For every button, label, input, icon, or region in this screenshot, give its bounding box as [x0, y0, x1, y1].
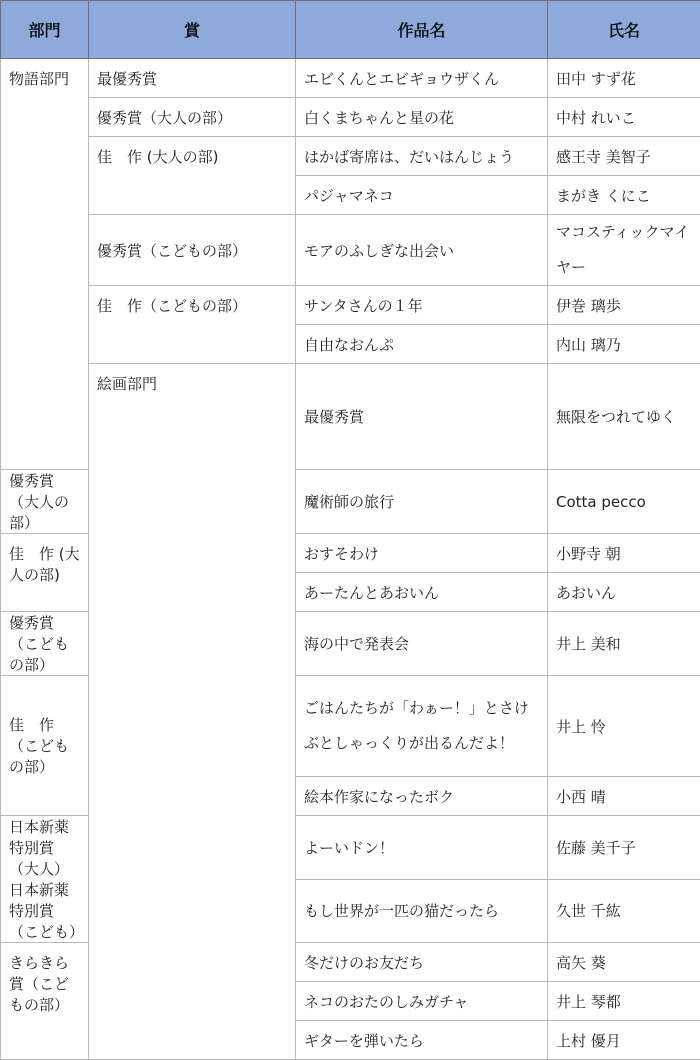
table-row — [1, 215, 700, 286]
title-cell: 自由なおんぷ — [296, 325, 548, 364]
award-cell: 優秀賞（こどもの部） — [1, 612, 89, 676]
name-cell: 伊巻 璃歩 — [548, 286, 700, 325]
title-cell: ネコのおたのしみガチャ — [296, 982, 548, 1021]
name-cell: 田中 すず花 — [548, 59, 700, 98]
title-cell: エビくんとエビギョウザくん — [296, 59, 548, 98]
award-cell: 日本新薬特別賞（大人） — [1, 816, 89, 880]
title-cell: 冬だけのお友だち — [296, 943, 548, 982]
name-cell: 内山 璃乃 — [548, 325, 700, 364]
name-cell: 高矢 葵 — [548, 943, 700, 982]
name-cell: 井上 美和 — [548, 612, 700, 676]
title-cell: もし世界が一匹の猫だったら — [296, 879, 548, 943]
title-cell: 絵本作家になったボク — [296, 777, 548, 816]
name-cell: 久世 千紘 — [548, 879, 700, 943]
title-cell: はかば寄席は、だいはんじょう — [296, 137, 548, 176]
table-row — [1, 137, 700, 176]
award-cell: 最優秀賞 — [89, 59, 296, 98]
award-cell: 佳 作（こどもの部） — [1, 676, 89, 816]
award-cell: 優秀賞（こどもの部） — [89, 215, 296, 286]
department-cell-story: 物語部門 — [1, 59, 89, 470]
header-row — [1, 1, 700, 59]
title-cell: あーたんとあおいん — [296, 573, 548, 612]
award-cell: 佳 作 (大人の部) — [89, 137, 296, 215]
header-name: 氏名 — [548, 1, 700, 59]
award-cell: 佳 作 (大人の部) — [1, 534, 89, 612]
name-cell: 感王寺 美智子 — [548, 137, 700, 176]
award-cell: きらきら賞（こどもの部） — [1, 943, 89, 1060]
award-cell: 最優秀賞 — [296, 364, 548, 470]
award-cell: 優秀賞（大人の部） — [1, 470, 89, 534]
title-cell: 海の中で発表会 — [296, 612, 548, 676]
title-cell: ギターを弾いたら — [296, 1021, 548, 1060]
header-award: 賞 — [89, 1, 296, 59]
title-cell: 白くまちゃんと星の花 — [296, 98, 548, 137]
title-cell: ごはんたちが「わぁー！」とさけぶとしゃっくりが出るんだよ！ — [296, 676, 548, 777]
table-row — [1, 98, 700, 137]
name-cell: 井上 怜 — [548, 676, 700, 777]
title-cell: おすそわけ — [296, 534, 548, 573]
title-cell: 魔術師の旅行 — [296, 470, 548, 534]
award-cell: 優秀賞（大人の部） — [89, 98, 296, 137]
name-cell: マコスティックマイヤー — [548, 215, 700, 286]
title-cell: サンタさんの１年 — [296, 286, 548, 325]
name-cell: Cotta pecco — [548, 470, 700, 534]
name-cell: 井上 琴都 — [548, 982, 700, 1021]
table-row — [1, 59, 700, 98]
name-cell: 上村 優月 — [548, 1021, 700, 1060]
title-cell: よーいドン！ — [296, 816, 548, 880]
name-cell: 中村 れいこ — [548, 98, 700, 137]
name-cell: まがき くにこ — [548, 176, 700, 215]
name-cell: 小野寺 朝 — [548, 534, 700, 573]
table-row — [1, 286, 700, 325]
title-cell: 無限をつれてゆく — [548, 364, 700, 470]
name-cell: あおいん — [548, 573, 700, 612]
name-cell: 小西 晴 — [548, 777, 700, 816]
title-cell: モアのふしぎな出会い — [296, 215, 548, 286]
award-cell: 佳 作（こどもの部） — [89, 286, 296, 364]
award-cell: 日本新薬特別賞（こども） — [1, 879, 89, 943]
table-row — [1, 364, 700, 470]
name-cell: 佐藤 美千子 — [548, 816, 700, 880]
header-department: 部門 — [1, 1, 89, 59]
title-cell: パジャマネコ — [296, 176, 548, 215]
header-title: 作品名 — [296, 1, 548, 59]
department-cell-painting: 絵画部門 — [89, 364, 296, 1060]
